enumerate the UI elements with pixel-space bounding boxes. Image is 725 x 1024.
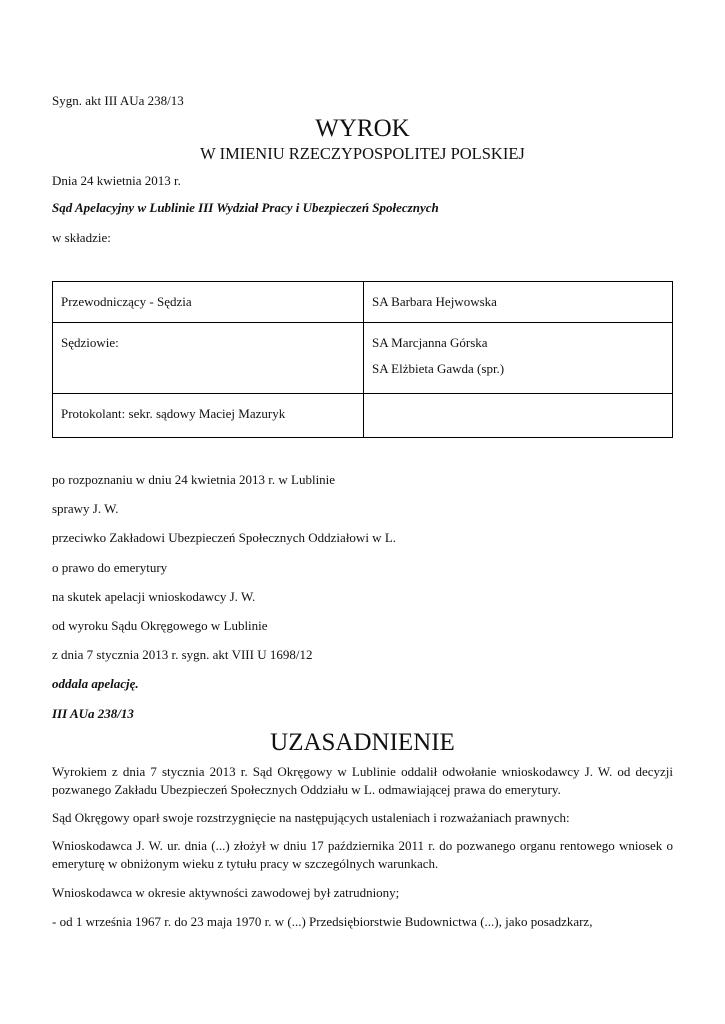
proceedings-line: przeciwko Zakładowi Ubezpieczeń Społecznych Oddziałowi w L. xyxy=(52,530,397,545)
case-number-header: Sygn. akt III AUa 238/13 xyxy=(52,93,184,108)
justification-paragraph: Wyrokiem z dnia 7 stycznia 2013 r. Sąd Okręgowy w Lublinie oddalił odwołanie wnioskodawcy J. W. od decyzji pozwanego Zakładu Ubezpieczeń Społecznych Oddziału w L. odmawiającej prawa do emerytury. xyxy=(52,764,673,797)
clerk-value xyxy=(372,394,664,406)
court-name: Sąd Apelacyjny w Lublinie III Wydział Pracy i Ubezpieczeń Społecznych xyxy=(52,200,439,215)
bench-table xyxy=(52,281,673,438)
justification-paragraph: - od 1 września 1967 r. do 23 maja 1970 r. w (...) Przedsiębiorstwie Budownictwa (...), jako posadzkarz, xyxy=(52,914,593,929)
judge-name: SA Elżbieta Gawda (spr.) xyxy=(372,360,505,376)
proceedings-line: od wyroku Sądu Okręgowego w Lublinie xyxy=(52,618,268,633)
proceedings-line: o prawo do emerytury xyxy=(52,560,168,575)
justification-paragraph: Wnioskodawca w okresie aktywności zawodowej był zatrudniony; xyxy=(52,885,400,900)
bench-cell xyxy=(364,282,673,323)
bench-row-clerk xyxy=(53,394,673,438)
clerk-label: Protokolant: sekr. sądowy Maciej Mazuryk xyxy=(61,406,286,422)
date-line: Dnia 24 kwietnia 2013 r. xyxy=(52,173,181,188)
bench-cell xyxy=(364,322,673,393)
bench-cell xyxy=(364,394,673,438)
justification-heading: UZASADNIENIE xyxy=(270,729,455,756)
bench-row-presiding xyxy=(53,282,673,323)
presiding-name: SA Barbara Hejwowska xyxy=(372,294,497,309)
bench-row-judges xyxy=(53,322,673,393)
verdict: oddala apelację. xyxy=(52,676,139,691)
proceedings-line: na skutek apelacji wnioskodawcy J. W. xyxy=(52,589,256,604)
bench-cell xyxy=(53,282,364,323)
document-subtitle: W IMIENIU RZECZYPOSPOLITEJ POLSKIEJ xyxy=(200,144,525,163)
bench-cell xyxy=(53,394,364,438)
bench-cell xyxy=(53,322,364,393)
case-reference: III AUa 238/13 xyxy=(52,706,134,721)
proceedings-line: z dnia 7 stycznia 2013 r. sygn. akt VIII U 1698/12 xyxy=(52,647,313,662)
composition-label: w składzie: xyxy=(52,230,111,245)
justification-paragraph: Sąd Okręgowy oparł swoje rozstrzygnięcie na następujących ustaleniach i rozważaniach prawnych: xyxy=(52,810,570,825)
proceedings-line: po rozpoznaniu w dniu 24 kwietnia 2013 r. w Lublinie xyxy=(52,472,336,487)
judge-name: SA Marcjanna Górska xyxy=(372,334,488,350)
document-title: WYROK xyxy=(315,115,410,142)
justification-paragraph: Wnioskodawca J. W. ur. dnia (...) złożył w dniu 17 października 2011 r. do pozwanego organu rentowego wniosek o emeryturę w obniżonym wieku z tytułu pracy w szczególnych warunkach. xyxy=(52,838,673,871)
proceedings-line: sprawy J. W. xyxy=(52,501,119,516)
judges-label: Sędziowie: xyxy=(61,334,119,350)
presiding-label: Przewodniczący - Sędzia xyxy=(61,294,192,309)
